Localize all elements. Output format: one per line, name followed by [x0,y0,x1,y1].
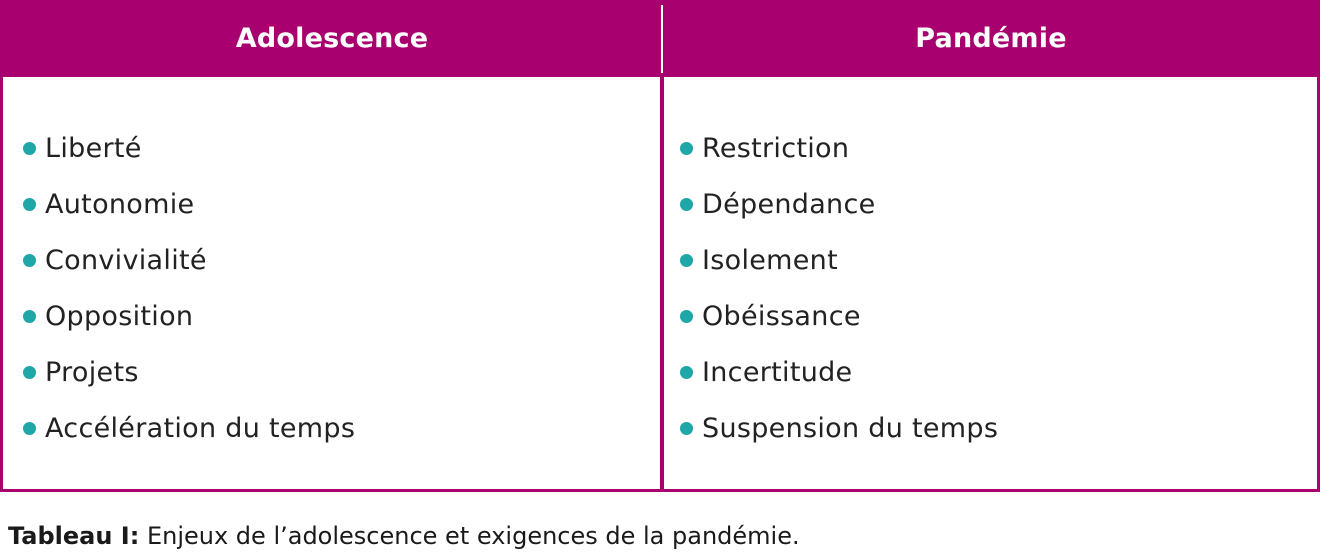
bullet-dot-icon [680,366,693,379]
list-item-label: Obéissance [702,300,861,332]
bullet-dot-icon [680,198,693,211]
table-caption [8,522,800,550]
header-pandemie: Pandémie [915,23,1067,54]
bullet-dot-icon [23,198,36,211]
bullet-dot-icon [23,422,36,435]
bullet-dot-icon [680,254,693,267]
adolescence-list [23,120,355,456]
bullet-dot-icon [23,254,36,267]
list-item [23,400,355,456]
bullet-dot-icon [680,142,693,155]
list-item [680,120,998,176]
list-item [680,232,998,288]
list-item-label: Isolement [702,244,838,276]
caption-text: Enjeux de l’adolescence et exigences de la pandémie. [139,522,800,550]
header-adolescence: Adolescence [235,23,429,54]
bullet-dot-icon [680,422,693,435]
list-item-label: Projets [45,356,139,388]
list-item-label: Incertitude [702,356,853,388]
list-item-label: Dépendance [702,188,876,220]
list-item-label: Restriction [702,132,850,164]
list-item [23,176,355,232]
caption-label: Tableau I: [8,522,140,550]
list-item [680,400,998,456]
bullet-dot-icon [680,310,693,323]
column-divider [660,5,664,489]
list-item-label: Autonomie [45,188,195,220]
pandemie-list [680,120,998,456]
list-item [23,344,355,400]
list-item [23,120,355,176]
list-item [680,288,998,344]
header-divider [661,5,663,73]
list-item-label: Opposition [45,300,194,332]
list-item [23,232,355,288]
bullet-dot-icon [23,366,36,379]
bullet-dot-icon [23,142,36,155]
list-item [680,176,998,232]
list-item-label: Suspension du temps [702,412,999,444]
list-item-label: Convivialité [45,244,207,276]
list-item-label: Accélération du temps [45,412,356,444]
bullet-dot-icon [23,310,36,323]
list-item-label: Liberté [45,132,142,164]
list-item [23,288,355,344]
list-item [680,344,998,400]
